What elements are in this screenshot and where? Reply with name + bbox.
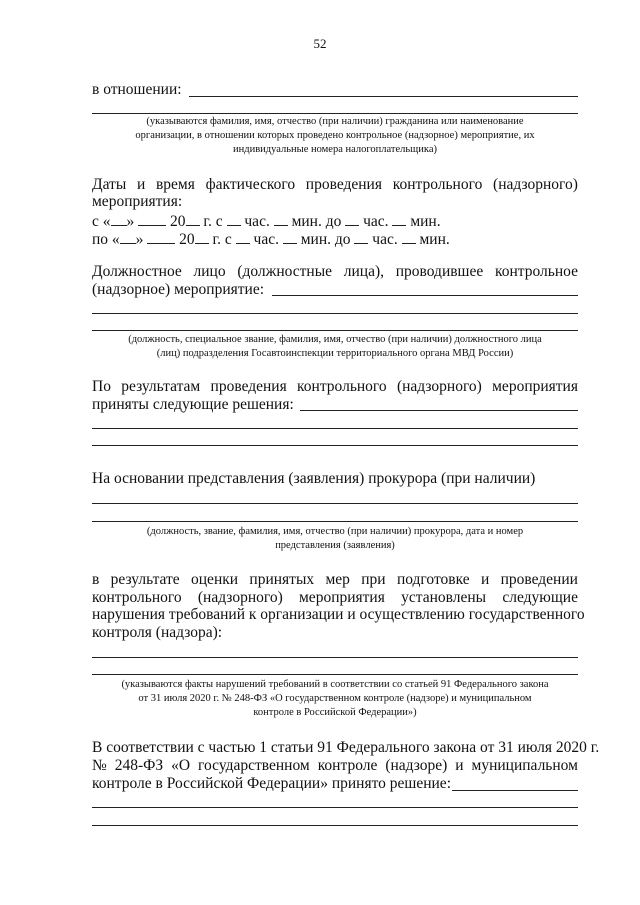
word: в xyxy=(92,571,100,588)
quote-close: » xyxy=(135,231,144,248)
prosecutor-field-line-2[interactable] xyxy=(92,521,578,522)
word: (надзорного) xyxy=(396,378,482,395)
word: мер xyxy=(325,571,350,588)
word: проведении xyxy=(500,571,578,588)
caption-line: от 31 июля 2020 г. № 248-ФЗ «О государственном контроле (надзоре) и муниципальном xyxy=(138,693,532,704)
time-to-minute-field[interactable] xyxy=(392,211,406,226)
word: (надзоре) xyxy=(385,757,448,774)
decision-field-line-3[interactable] xyxy=(92,825,578,826)
decision-field[interactable] xyxy=(452,790,578,791)
word: проведения xyxy=(305,176,382,193)
word: (должностные xyxy=(237,263,333,280)
word: следующие xyxy=(502,589,578,606)
decision-heading-line-3: контроле в Российской Федерации» принято решение: xyxy=(92,775,451,792)
time-from-minute-field[interactable] xyxy=(283,229,297,244)
word: время xyxy=(155,176,195,193)
date-to-year-field[interactable] xyxy=(195,229,209,244)
decisions-field-line-2[interactable] xyxy=(92,428,578,429)
date-to-day-field[interactable] xyxy=(120,229,136,244)
violations-heading-line-2 xyxy=(92,589,578,607)
date-to-prefix: по « xyxy=(92,231,120,248)
time-from-minute-field[interactable] xyxy=(274,211,288,226)
word: оценки xyxy=(191,571,239,588)
caption-line: индивидуальные номера налогоплательщика) xyxy=(233,144,437,155)
violations-heading-line-4: контроля (надзора): xyxy=(92,624,223,641)
official-heading-line-1 xyxy=(92,263,578,281)
word: и xyxy=(136,176,146,193)
decision-heading-line-2 xyxy=(92,757,578,775)
in-relation-field[interactable] xyxy=(189,96,578,97)
word: лица), xyxy=(343,263,385,280)
word: и xyxy=(455,757,464,774)
decisions-heading-line-1 xyxy=(92,378,578,396)
violations-caption xyxy=(92,678,578,720)
caption-line: организации, в отношении которых проведено контрольное (надзорное) мероприятие, их xyxy=(135,130,535,141)
time-from-hour-field[interactable] xyxy=(236,229,250,244)
year-label: г. с xyxy=(212,231,232,248)
time-from-hour-field[interactable] xyxy=(227,211,241,226)
caption-line: контроле в Российской Федерации») xyxy=(253,707,417,718)
caption-line: представления (заявления) xyxy=(275,540,395,551)
official-field-line-3[interactable] xyxy=(92,330,578,331)
caption-line: (указываются факты нарушений требований в соответствии со статьей 91 Федерального закона xyxy=(121,679,549,690)
year-label: г. с xyxy=(203,213,223,230)
minute-to-label: мин. до xyxy=(291,213,342,230)
word: принятых xyxy=(249,571,315,588)
in-relation-caption xyxy=(92,115,578,157)
caption-line: (лиц) подразделения Госавтоинспекции территориального органа МВД России) xyxy=(156,348,514,359)
date-from-day-field[interactable] xyxy=(111,211,127,226)
word: и xyxy=(480,571,490,588)
word: фактического xyxy=(205,176,296,193)
decision-field-line-2[interactable] xyxy=(92,807,578,808)
word: муниципальном xyxy=(471,757,578,774)
in-relation-field-line-2[interactable] xyxy=(92,113,578,114)
word: результатам xyxy=(121,378,201,395)
in-relation-label: в отношении: xyxy=(92,81,182,98)
hour-label: час. xyxy=(372,231,398,248)
prosecutor-heading: На основании представления (заявления) прокурора (при наличии) xyxy=(92,470,536,487)
quote-close: » xyxy=(126,213,135,230)
decisions-heading-line-2: приняты следующие решения: xyxy=(92,396,294,413)
word: государственном xyxy=(198,757,310,774)
date-from-prefix: с « xyxy=(92,213,111,230)
year-prefix: 20 xyxy=(170,213,186,230)
word: По xyxy=(92,378,111,395)
date-from-year-field[interactable] xyxy=(186,211,200,226)
word: проводившее xyxy=(395,263,484,280)
hour-label: час. xyxy=(253,231,279,248)
caption-line: (должность, звание, фамилия, имя, отчество (при наличии) прокурора, дата и номер xyxy=(146,526,524,537)
date-from-row xyxy=(92,211,441,231)
decisions-field[interactable] xyxy=(300,410,578,411)
word: контроле xyxy=(317,757,378,774)
word: (надзорного) xyxy=(197,589,283,606)
word: контрольного xyxy=(297,378,387,395)
word: (надзорного) xyxy=(493,176,578,193)
official-field-line-2[interactable] xyxy=(92,313,578,314)
violations-field[interactable] xyxy=(92,657,578,658)
official-caption xyxy=(92,333,578,361)
word: при xyxy=(361,571,386,588)
violations-field-line-2[interactable] xyxy=(92,674,578,675)
word: результате xyxy=(110,571,180,588)
prosecutor-caption xyxy=(92,525,578,553)
dates-heading-line-1 xyxy=(92,176,578,194)
dates-heading-line-2: мероприятия: xyxy=(92,193,183,210)
date-to-month-field[interactable] xyxy=(147,229,175,244)
official-field[interactable] xyxy=(272,295,578,296)
word: «О xyxy=(171,757,191,774)
decisions-field-line-3[interactable] xyxy=(92,445,578,446)
official-heading-line-2: (надзорное) мероприятие: xyxy=(92,281,265,298)
decision-heading-line-1: В соответствии с частью 1 статьи 91 Федерального закона от 31 июля 2020 г. xyxy=(92,739,600,756)
minute-to-label: мин. до xyxy=(300,231,351,248)
hour-label: час. xyxy=(244,213,270,230)
time-to-minute-field[interactable] xyxy=(402,229,416,244)
date-from-month-field[interactable] xyxy=(138,211,166,226)
time-to-hour-field[interactable] xyxy=(345,211,359,226)
prosecutor-field[interactable] xyxy=(92,503,578,504)
violations-heading-line-1 xyxy=(92,571,578,589)
date-to-row xyxy=(92,229,450,249)
minute-label: мин. xyxy=(419,231,450,248)
word: 248-ФЗ xyxy=(114,757,164,774)
word: мероприятия xyxy=(492,378,578,395)
year-prefix: 20 xyxy=(179,231,195,248)
word: установлены xyxy=(401,589,487,606)
word: Должностное xyxy=(92,263,182,280)
word: контрольное xyxy=(495,263,578,280)
word: № xyxy=(92,757,107,774)
caption-line: (должность, специальное звание, фамилия, имя, отчество (при наличии) должностного лица xyxy=(128,334,542,345)
word: контрольного xyxy=(392,176,483,193)
hour-label: час. xyxy=(363,213,389,230)
word: проведения xyxy=(210,378,287,395)
word: подготовке xyxy=(396,571,470,588)
violations-heading-line-3: нарушения требований к организации и осуществлению государственного xyxy=(92,606,585,623)
minute-label: мин. xyxy=(410,213,441,230)
caption-line: (указываются фамилия, имя, отчество (при наличии) гражданина или наименование xyxy=(146,116,524,127)
page-number: 52 xyxy=(313,36,327,51)
word: Даты xyxy=(92,176,127,193)
word: мероприятия xyxy=(299,589,385,606)
word: контрольного xyxy=(92,589,182,606)
time-to-hour-field[interactable] xyxy=(354,229,368,244)
word: лицо xyxy=(193,263,226,280)
